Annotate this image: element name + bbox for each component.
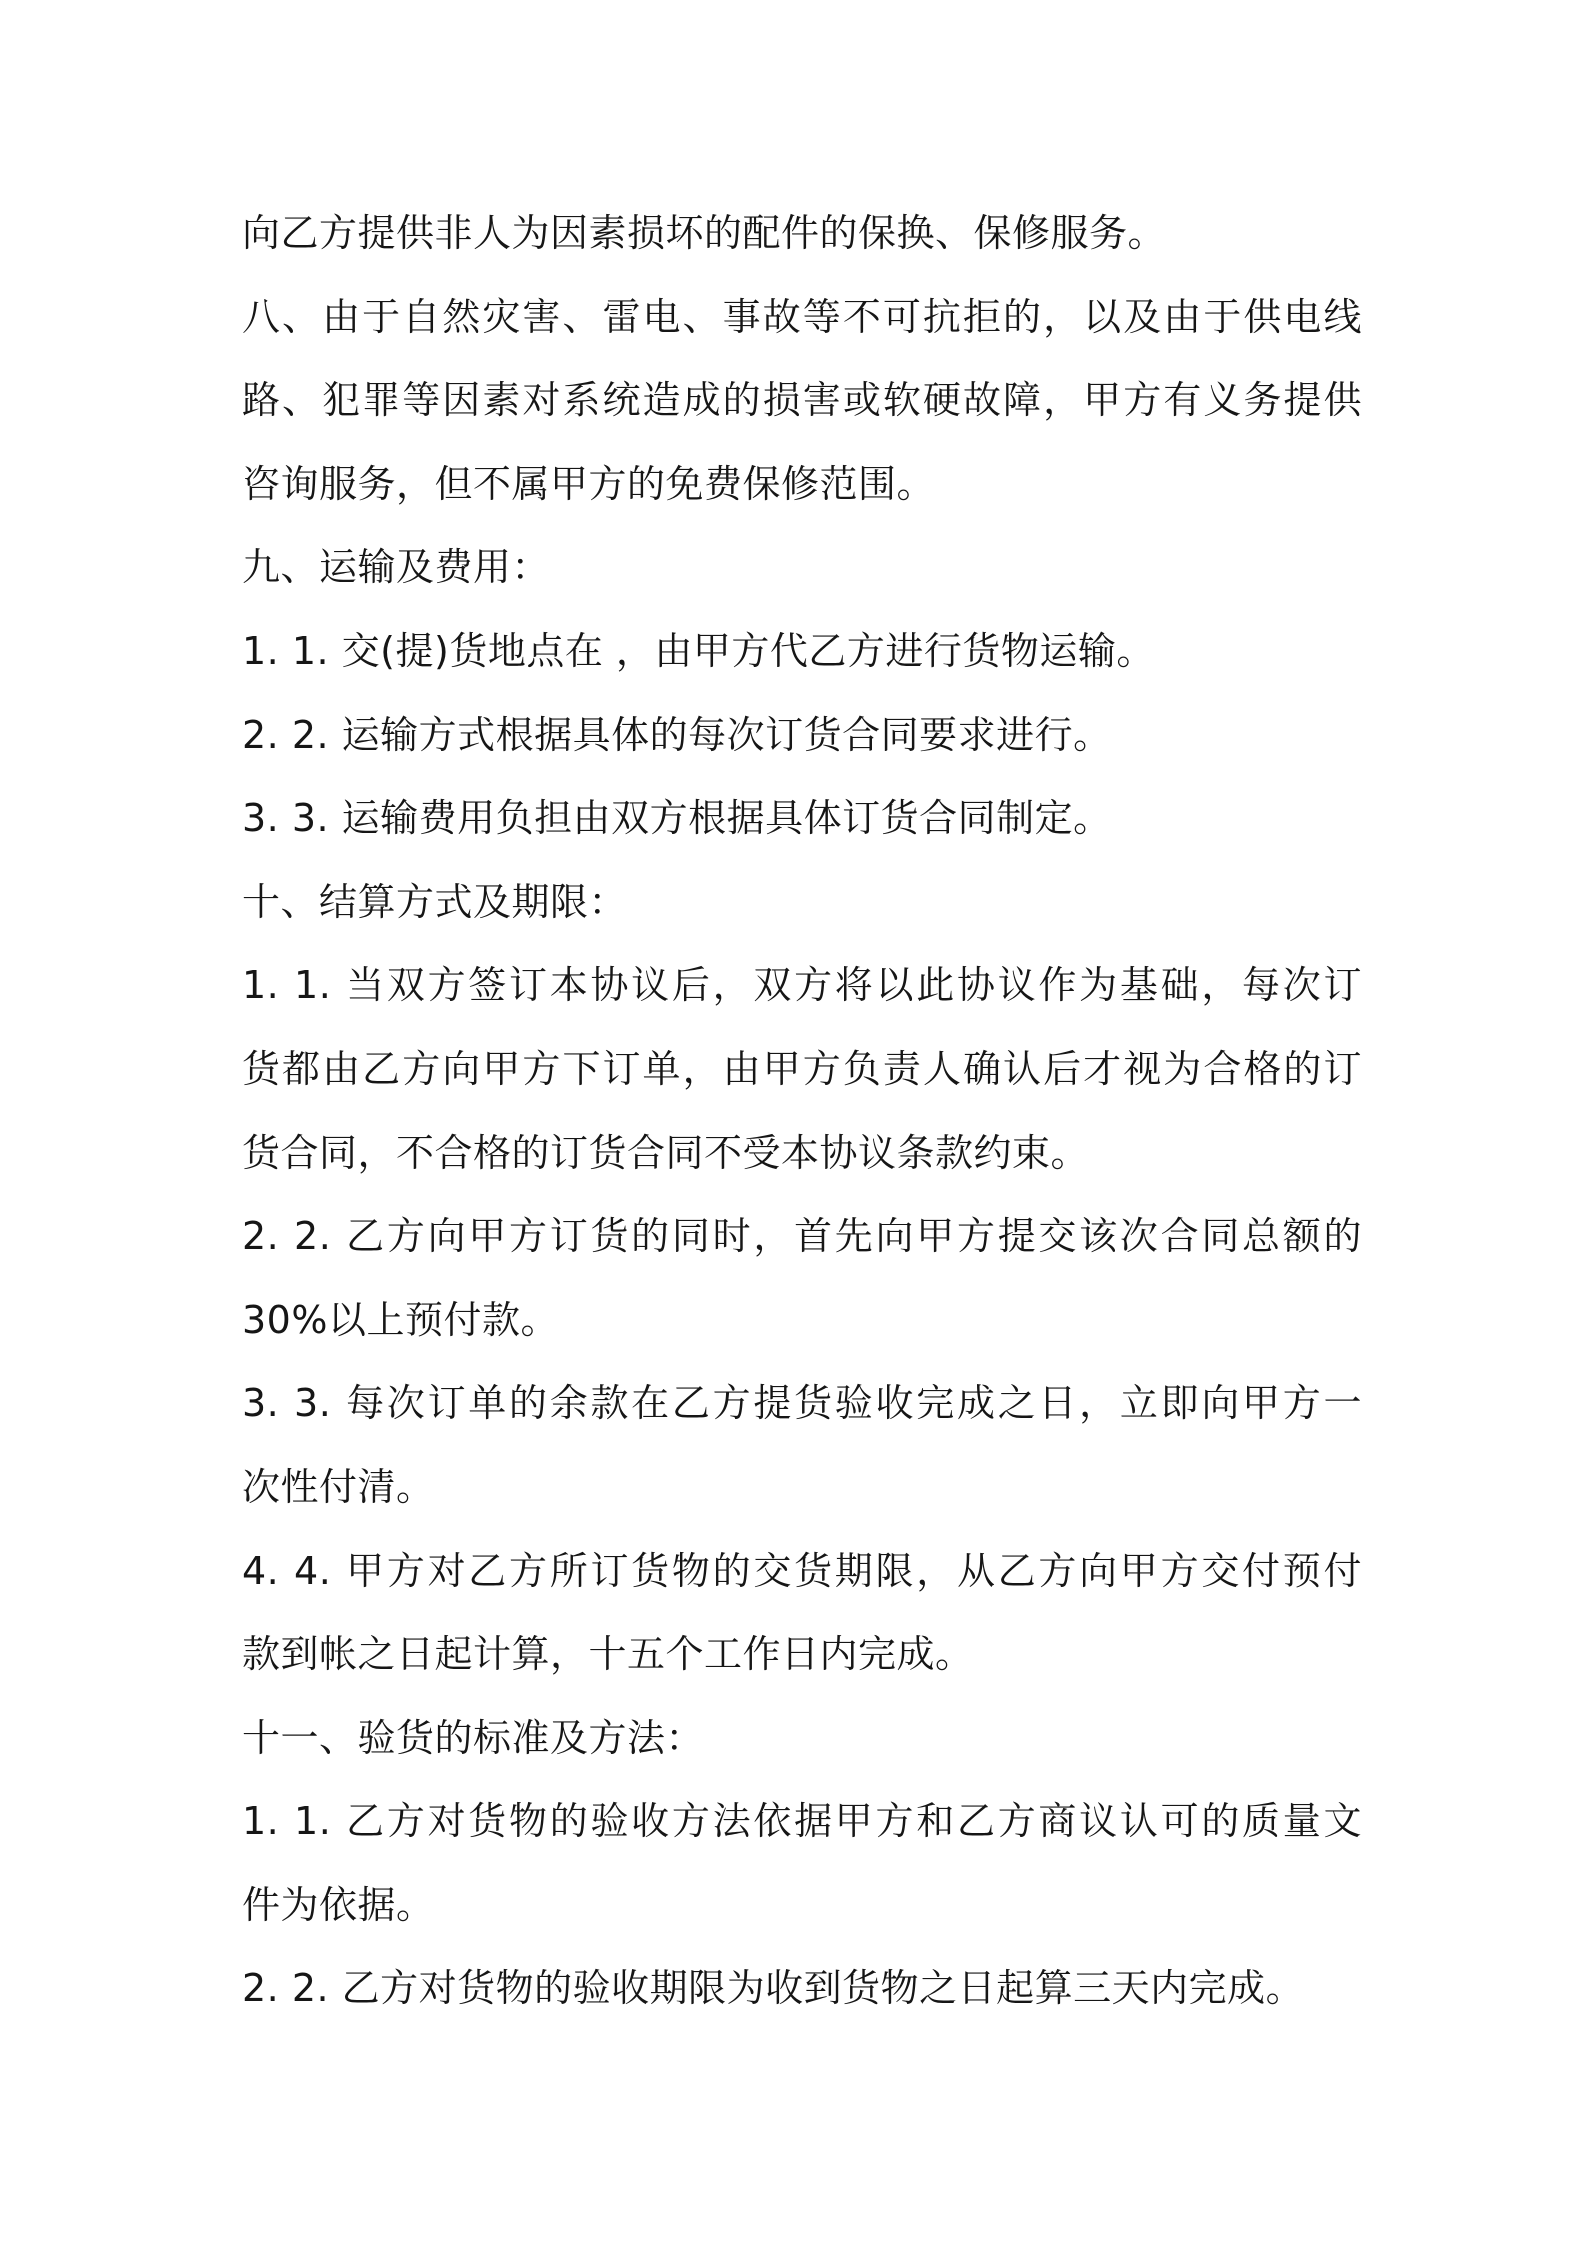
clause-line: 4. 4. 甲方对乙方所订货物的交货期限，从乙方向甲方交付预付: [242, 1548, 1362, 1593]
clause-line: 货都由乙方向甲方下订单，由甲方负责人确认后才视为合格的订: [242, 1046, 1362, 1091]
clause-line: 30%以上预付款。: [242, 1297, 559, 1342]
clause-line: 货合同，不合格的订货合同不受本协议条款约束。: [242, 1130, 1090, 1175]
clause-line: 2. 2. 乙方向甲方订货的同时，首先向甲方提交该次合同总额的: [242, 1214, 1362, 1259]
clause-line: 件为依据。: [242, 1882, 435, 1927]
clause-line: 3. 3. 运输费用负担由双方根据具体订货合同制定。: [242, 796, 1112, 841]
clause-line: 2. 2. 运输方式根据具体的每次订货合同要求进行。: [242, 712, 1112, 757]
section-heading: 十一、验货的标准及方法：: [242, 1715, 705, 1760]
clause-line: 2. 2. 乙方对货物的验收期限为收到货物之日起算三天内完成。: [242, 1966, 1305, 2011]
paragraph-line: 路、犯罪等因素对系统造成的损害或软硬故障，甲方有义务提供: [242, 378, 1362, 423]
paragraph-line: 向乙方提供非人为因素损坏的配件的保换、保修服务。: [242, 211, 1167, 255]
clause-line: 1. 1. 交(提)货地点在 ，由甲方代乙方进行货物运输。: [242, 628, 1155, 673]
clause-line: 次性付清。: [242, 1464, 435, 1509]
section-heading: 十、结算方式及期限：: [242, 879, 628, 924]
clause-line: 3. 3. 每次订单的余款在乙方提货验收完成之日，立即向甲方一: [242, 1381, 1362, 1426]
section-heading: 九、运输及费用：: [242, 545, 551, 590]
clause-line: 1. 1. 当双方签订本协议后，双方将以此协议作为基础，每次订: [242, 963, 1362, 1008]
document-body: [242, 192, 1362, 2031]
clause-line: 1. 1. 乙方对货物的验收方法依据甲方和乙方商议认可的质量文: [242, 1799, 1362, 1844]
clause-line: 款到帐之日起计算，十五个工作日内完成。: [242, 1632, 974, 1677]
paragraph-line: 八、由于自然灾害、雷电、事故等不可抗拒的，以及由于供电线: [242, 294, 1362, 339]
paragraph-line: 咨询服务，但不属甲方的免费保修范围。: [242, 461, 936, 506]
